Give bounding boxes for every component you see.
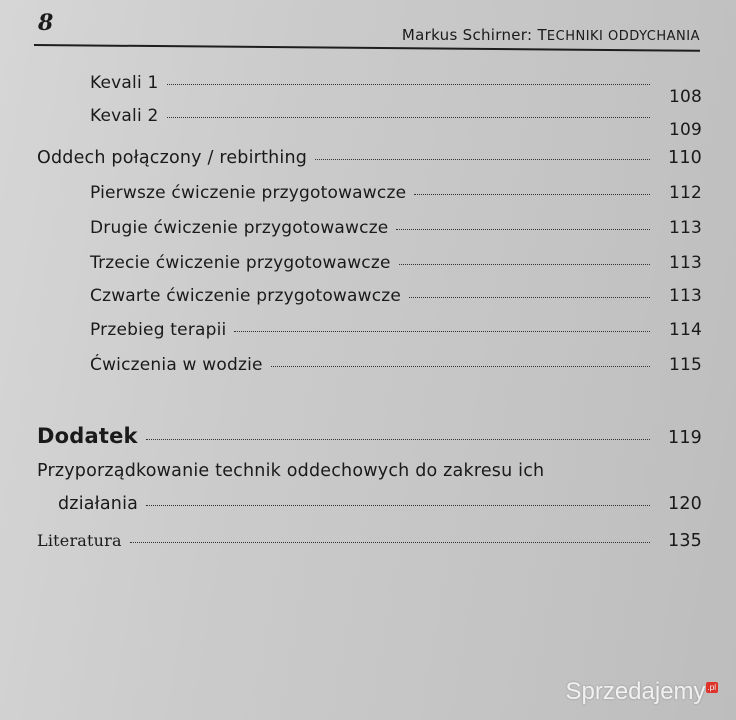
dot-leader [271,366,650,367]
dot-leader [130,542,650,543]
toc-entry-page: 112 [668,183,702,203]
literature-entry [37,531,702,551]
toc-entry-page: 109 [668,120,702,140]
appendix-entry [58,494,702,514]
toc-entry-page: 113 [668,218,702,238]
toc-entry [90,286,702,306]
dot-leader [409,297,650,298]
toc-entry-page: 113 [668,253,702,273]
appendix-entry-page: 120 [667,494,702,514]
toc-entry-page: 114 [668,320,702,340]
toc-entry-page: 108 [668,87,702,107]
appendix-entry-line1: Przyporządkowanie technik oddechowych do zakresu ich [37,461,545,481]
toc-entry-page: 115 [668,355,702,375]
watermark-badge: .pl [707,683,716,692]
toc-entry-label: Ćwiczenia w wodzie [90,355,263,375]
dot-leader [167,117,650,118]
literature-page: 135 [667,531,702,551]
toc-entry [90,253,702,273]
watermark-text: Sprzedajemy [565,678,706,705]
toc-entry-label: Drugie ćwiczenie przygotowawcze [90,218,389,238]
toc-entry [90,218,702,238]
dot-leader [146,505,650,506]
toc-entry [37,148,702,168]
toc-entry-label: Trzecie ćwiczenie przygotowawcze [90,253,391,273]
appendix-entry-label: działania [58,494,139,514]
toc-entry-page: 110 [667,148,702,168]
toc-entry-label: Oddech połączony / rebirthing [37,148,308,168]
page-header [30,4,702,60]
dot-leader [399,264,650,265]
dot-leader [234,331,650,332]
toc-entry-label: Kevali 2 [90,106,159,126]
watermark [565,678,718,706]
literature-label: Literatura [37,531,122,550]
running-head-author: Markus Schirner: [401,26,538,44]
toc-entry [90,355,702,375]
appendix-heading [37,424,702,448]
dot-leader [396,229,650,230]
running-head-title-cap: T [537,26,547,44]
toc-entry-label: Przebieg terapii [90,320,227,340]
toc-entry [90,73,702,107]
dot-leader [167,84,650,85]
page-number: 8 [38,10,54,36]
running-head [402,26,700,44]
toc-entry-page: 113 [668,286,702,306]
toc-entry-label: Czwarte ćwiczenie przygotowawcze [90,286,402,306]
appendix-heading-page: 119 [667,428,702,448]
running-head-title: ECHNIKI ODDYCHANIA [546,29,700,44]
toc-entry-label: Kevali 1 [90,73,159,93]
appendix-heading-label: Dodatek [37,424,138,448]
toc-entry [90,320,702,340]
toc-entry [90,106,702,140]
dot-leader [315,159,650,160]
dot-leader [414,194,650,195]
toc-entry-label: Pierwsze ćwiczenie przygotowawcze [90,183,407,203]
toc-entry [90,183,702,203]
dot-leader [146,439,650,440]
header-rule [34,44,700,52]
